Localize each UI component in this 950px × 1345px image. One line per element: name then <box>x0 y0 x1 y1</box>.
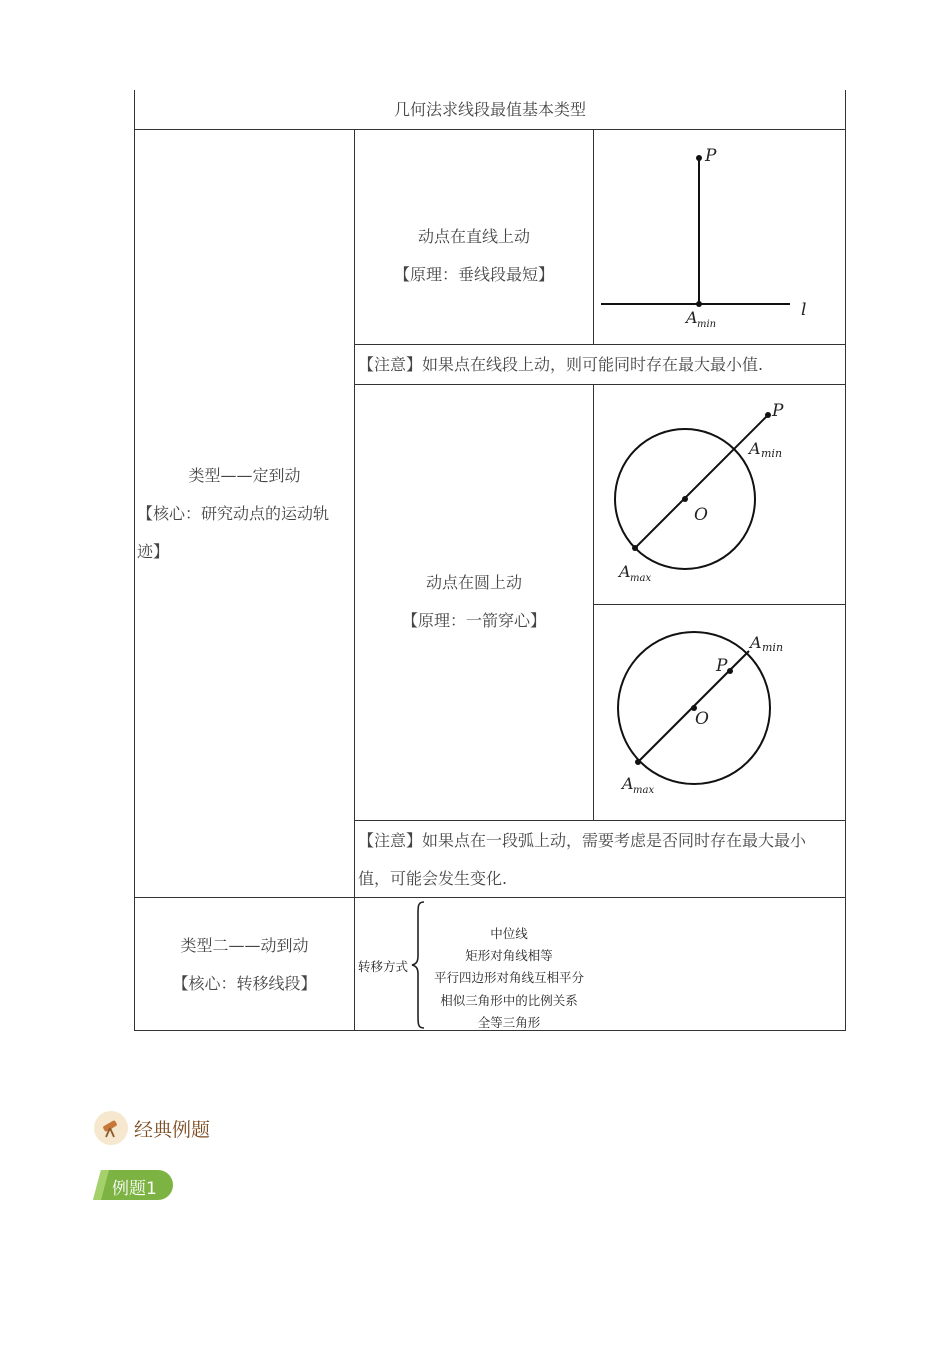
method-item: 全等三角形 <box>477 1015 541 1030</box>
section-heading <box>94 1111 210 1145</box>
a-min-sub: min <box>761 447 783 460</box>
perpendicular-figure <box>594 130 845 344</box>
example-tag-label: 例题1 <box>112 1179 157 1199</box>
method-item: 平行四边形对角线互相平分 <box>433 970 584 985</box>
method-item: 矩形对角线相等 <box>465 948 553 963</box>
circle-row-note-line2: 值，可能会发生变化. <box>358 869 508 888</box>
a-max-label: A <box>622 774 634 793</box>
line-row-principle: 【原理：垂线段最短】 <box>393 265 554 284</box>
type1-core-line2: 迹】 <box>137 542 170 561</box>
type2-core: 【核心：转移线段】 <box>172 974 317 993</box>
circle-figure-inside <box>594 605 845 820</box>
a-min-label: A <box>749 439 761 458</box>
circle-figure-outside <box>594 385 845 604</box>
point-p-label: P <box>716 656 728 676</box>
point-p-label: P <box>772 401 784 421</box>
type2-title: 类型二——动到动 <box>180 936 309 955</box>
a-min-label: A <box>750 633 762 652</box>
line-row-label: 动点在直线上动 <box>417 227 530 246</box>
section-title: 经典例题 <box>134 1118 211 1141</box>
circle-row-note-line1: 【注意】如果点在一段弧上动，需要考虑是否同时存在最大最小 <box>358 831 807 850</box>
method-item: 中位线 <box>490 926 528 941</box>
point-a-sub: min <box>697 319 717 330</box>
line-row-note: 【注意】如果点在线段上动，则可能同时存在最大最小值. <box>358 355 764 374</box>
line-l-label: l <box>801 300 807 320</box>
a-max-label: A <box>619 562 631 581</box>
example-tag <box>93 1170 173 1200</box>
brace <box>410 900 430 1030</box>
a-max-sub: max <box>630 573 652 584</box>
type1-core-line1: 【核心：研究动点的运动轨 <box>137 504 330 523</box>
transfer-method-label: 转移方式 <box>358 959 409 974</box>
a-max-sub: max <box>633 785 655 796</box>
table-header: 几何法求线段最值基本类型 <box>393 100 586 119</box>
type1-title: 类型——定到动 <box>188 466 301 485</box>
point-a-label: A <box>686 308 698 327</box>
telescope-icon <box>94 1111 128 1145</box>
a-min-sub: min <box>762 641 784 654</box>
circle-row-label: 动点在圆上动 <box>425 573 522 592</box>
point-p-label: P <box>705 146 717 166</box>
circle-row-principle: 【原理：一箭穿心】 <box>401 611 546 630</box>
center-o-label: O <box>694 505 708 525</box>
method-item: 相似三角形中的比例关系 <box>440 993 578 1008</box>
center-o-label: O <box>695 709 709 729</box>
